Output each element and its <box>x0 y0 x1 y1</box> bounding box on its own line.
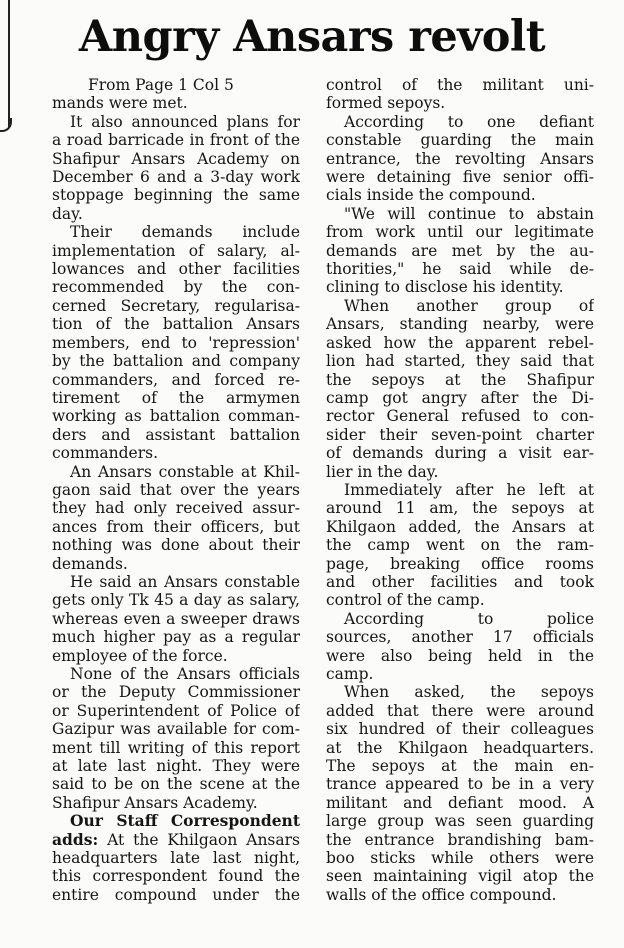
article-line: from work until our legitimate <box>326 223 594 242</box>
right-column-body <box>326 76 594 904</box>
article-line: implementation of salary, al- <box>52 241 300 260</box>
article-line: commanders, and forced re- <box>52 370 300 389</box>
article-line: seen maintaining vigil atop the <box>326 867 594 886</box>
article-line: were also being held in the <box>326 646 594 665</box>
column-rule-corner <box>0 118 12 132</box>
article-line: by the battalion and company <box>52 352 300 371</box>
article-line: Immediately after he left at <box>344 480 594 499</box>
article-line: ders and assistant battalion <box>52 425 300 444</box>
left-column-body <box>52 94 300 904</box>
dateline: From Page 1 Col 5 <box>88 76 234 94</box>
article-line: An Ansars constable at Khil- <box>70 462 300 481</box>
article-line: Gazipur was available for com- <box>52 720 300 739</box>
article-line: much higher pay as a regular <box>52 628 300 647</box>
article-line: members, end to 'repression' <box>52 333 300 352</box>
article-line: or Superintendent of Police of <box>52 701 300 720</box>
article-line: tirement of the armymen <box>52 388 300 407</box>
article-line: day. <box>52 204 83 223</box>
article-line: militant and defiant mood. A <box>326 793 594 812</box>
article-line: It also announced plans for <box>70 112 300 131</box>
article-line: December 6 and a 3-day work <box>52 168 300 187</box>
article-line: whereas even a sweeper draws <box>52 609 300 628</box>
article-line: control of the camp. <box>326 591 485 610</box>
article-line: mands were met. <box>52 94 188 113</box>
article-line: were detaining five senior offi- <box>326 168 594 187</box>
article-line: trance appeared to be in a very <box>326 775 594 794</box>
article-line: asked how the apparent rebel- <box>326 333 594 352</box>
article-line: they had only received assur- <box>52 499 300 518</box>
article-line: boo sticks while others were <box>326 849 594 868</box>
article-line-text: At the Khilgaon Ansars <box>107 830 300 849</box>
article-line <box>52 831 300 849</box>
article-line: camp. <box>326 665 374 683</box>
article-line: the sepoys at the Shafipur <box>326 370 594 389</box>
article-line: rector General refused to con- <box>326 407 594 426</box>
article-line: recommended by the con- <box>52 278 300 297</box>
article-line: camp got angry after the Di- <box>326 388 594 407</box>
article-line: cerned Secretary, regularisa- <box>52 296 300 315</box>
article-line: Khilgaon added, the Ansars at <box>326 517 594 536</box>
article-line: demands are met by the au- <box>326 241 594 260</box>
article-line: Ansars, standing nearby, were <box>326 315 594 334</box>
article-line: nothing was done about their <box>52 536 300 555</box>
article-line: large group was seen guarding <box>326 812 594 831</box>
article-line: The sepoys at the main en- <box>326 757 594 776</box>
article-line: at late last night. They were <box>52 757 300 776</box>
article-line: a road barricade in front of the <box>52 131 300 150</box>
article-line: demands. <box>52 554 128 573</box>
article-line: working as battalion comman- <box>52 407 300 426</box>
article-line: sider their seven-point charter <box>326 425 594 444</box>
byline-lead: adds: <box>52 830 99 849</box>
article-line: ment till writing of this report <box>52 738 300 757</box>
article-line: the camp went on the ram- <box>326 536 594 555</box>
article-column-right <box>326 76 594 904</box>
article-line: Shafipur Ansars Academy on <box>52 149 300 168</box>
article-line: control of the militant uni- <box>326 76 594 94</box>
article-line: commanders. <box>52 444 159 463</box>
article-line: According to police <box>344 609 594 628</box>
article-line: around 11 am, the sepoys at <box>326 499 594 518</box>
byline-lead: Our Staff Correspondent <box>70 812 300 831</box>
article-line: None of the Ansars officials <box>70 665 300 683</box>
article-line: "We will continue to abstain <box>344 204 594 223</box>
article-line: entrance, the revolting Ansars <box>326 149 594 168</box>
article-line: at the Khilgaon headquarters. <box>326 738 594 757</box>
article-line: the entrance brandishing bam- <box>326 830 594 849</box>
article-line: formed sepoys. <box>326 94 446 113</box>
article-line: gaon said that over the years <box>52 480 300 499</box>
article-line: entire compound under the <box>52 885 300 904</box>
article-line: page, breaking office rooms <box>326 554 594 573</box>
article-line: When another group of <box>344 296 594 315</box>
article-line: When asked, the sepoys <box>344 683 594 702</box>
article-line: lion had started, they said that <box>326 352 594 371</box>
article-line: walls of the office compound. <box>326 885 557 904</box>
article-line: headquarters late last night, <box>52 849 300 868</box>
article-line: lier in the day. <box>326 462 439 481</box>
article-line: added that there were around <box>326 701 594 720</box>
article-line: Their demands include <box>70 223 300 242</box>
article-line <box>52 812 300 830</box>
article-line: six hundred of their colleagues <box>326 720 594 739</box>
article-line: ances from their officers, but <box>52 517 300 536</box>
article-line: sources, another 17 officials <box>326 628 594 647</box>
article-line: cials inside the compound. <box>326 186 536 205</box>
headline: Angry Ansars revolt <box>78 12 546 62</box>
article-line: lowances and other facilities <box>52 260 300 279</box>
article-line: Shafipur Ansars Academy. <box>52 793 258 812</box>
article-line: clining to disclose his identity. <box>326 278 564 297</box>
article-line: and other facilities and took <box>326 572 594 591</box>
article-line: He said an Ansars constable <box>70 572 300 591</box>
article-column-left <box>52 76 300 904</box>
article-line: According to one defiant <box>344 112 594 131</box>
article-line: this correspondent found the <box>52 867 300 886</box>
article-line: of demands during a visit ear- <box>326 444 594 463</box>
article-line: constable guarding the main <box>326 131 594 150</box>
article-line: employee of the force. <box>52 646 228 665</box>
article-line: stoppage beginning the same <box>52 186 300 205</box>
article-line: gets only Tk 45 a day as salary, <box>52 591 300 610</box>
article-line: tion of the battalion Ansars <box>52 315 300 334</box>
article-line: said to be on the scene at the <box>52 775 300 794</box>
article-line: or the Deputy Commissioner <box>52 683 300 702</box>
article-line: thorities," he said while de- <box>326 260 594 279</box>
